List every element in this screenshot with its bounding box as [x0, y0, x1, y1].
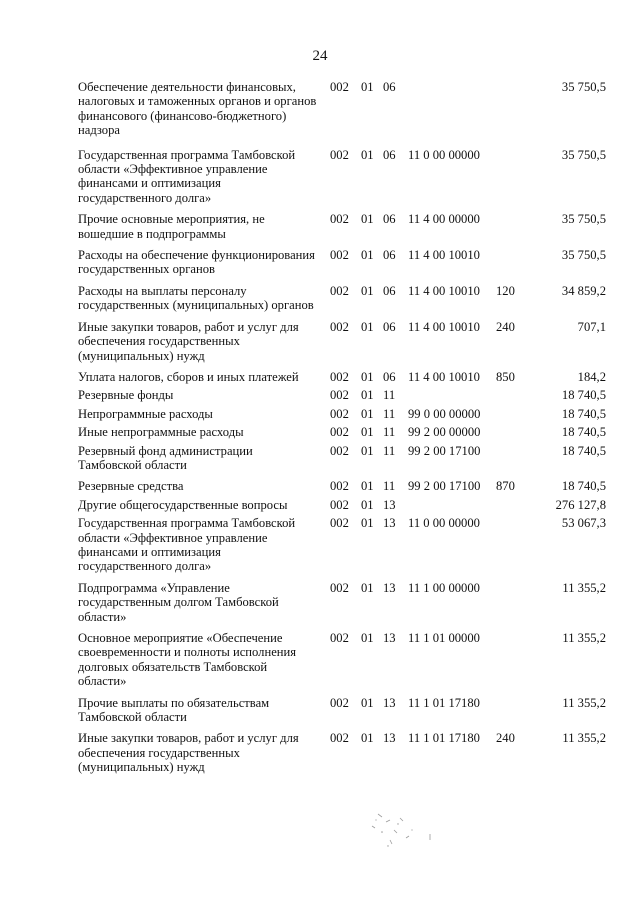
row-name: Непрограммные расходы	[78, 406, 213, 421]
row-csr: 11 1 01 17180	[408, 731, 480, 746]
row-name: Государственная программа Тамбовской области «Эффективное управление финансами и оптимизация государственного долга»	[78, 516, 296, 574]
row-ved: 002	[330, 580, 349, 595]
row-pr: 06	[383, 369, 396, 384]
row-name: Обеспечение деятельности финансовых, налоговых и таможенных органов и органов финансового (финансово-бюджетного) надзора	[78, 80, 317, 138]
row-rz: 01	[361, 248, 374, 263]
row-rz: 01	[361, 369, 374, 384]
row-pr: 06	[383, 80, 396, 94]
table-row	[78, 388, 618, 402]
row-pr: 13	[383, 580, 396, 595]
row-name: Иные непрограммные расходы	[78, 425, 244, 440]
row-pr: 11	[383, 425, 396, 440]
row-sum: 18 740,5	[561, 425, 606, 440]
row-ved: 002	[330, 425, 349, 440]
page-number: 24	[312, 48, 328, 64]
table-row	[78, 284, 618, 313]
row-ved: 002	[330, 319, 349, 334]
row-csr: 11 1 01 00000	[408, 631, 480, 645]
row-sum: 18 740,5	[561, 479, 606, 494]
row-ved: 002	[330, 248, 349, 263]
row-ved: 002	[330, 147, 349, 162]
row-rz: 01	[361, 695, 374, 710]
table-row	[78, 444, 618, 473]
row-sum: 34 859,2	[561, 283, 606, 298]
row-sum: 18 740,5	[561, 406, 606, 421]
row-name: Иные закупки товаров, работ и услуг для обеспечения государственных (муниципальных) нужд	[78, 319, 299, 363]
row-vr: 870	[496, 479, 515, 494]
row-sum: 35 750,5	[561, 248, 606, 263]
row-sum: 35 750,5	[561, 147, 606, 162]
row-pr: 11	[383, 443, 396, 458]
row-vr: 240	[496, 731, 515, 746]
row-csr: 11 4 00 10010	[408, 319, 480, 334]
row-csr: 99 0 00 00000	[408, 406, 481, 421]
row-csr: 11 4 00 00000	[408, 212, 480, 227]
table-row	[78, 320, 618, 363]
row-pr: 13	[383, 516, 396, 531]
row-ved: 002	[330, 283, 349, 298]
row-name: Основное мероприятие «Обеспечение своевременности и полноты исполнения долговых обязательств Тамбовской области»	[78, 631, 297, 689]
row-csr: 11 4 00 10010	[408, 369, 480, 384]
row-csr: 11 4 00 10010	[408, 248, 480, 263]
table-row	[78, 425, 618, 439]
table-row	[78, 516, 618, 574]
table-row	[78, 631, 618, 689]
row-name: Другие общегосударственные вопросы	[78, 497, 288, 512]
row-rz: 01	[361, 425, 374, 440]
row-vr: 240	[496, 319, 515, 334]
row-name: Уплата налогов, сборов и иных платежей	[78, 369, 299, 384]
row-rz: 01	[361, 147, 374, 162]
row-rz: 01	[361, 80, 374, 94]
row-name: Подпрограмма «Управление государственным долгом Тамбовской области»	[78, 580, 279, 624]
row-rz: 01	[361, 319, 374, 334]
row-ved: 002	[330, 80, 349, 94]
row-pr: 11	[383, 479, 396, 494]
row-sum: 18 740,5	[561, 443, 606, 458]
row-pr: 06	[383, 212, 396, 227]
scan-noise-marks	[360, 800, 450, 860]
row-csr: 11 0 00 00000	[408, 147, 480, 162]
row-sum: 53 067,3	[561, 516, 606, 531]
row-pr: 11	[383, 388, 396, 403]
table-row	[78, 370, 618, 384]
row-pr: 13	[383, 695, 396, 710]
row-pr: 06	[383, 248, 396, 263]
row-name: Резервные средства	[78, 479, 184, 494]
row-csr: 11 4 00 10010	[408, 283, 480, 298]
table-row	[78, 731, 618, 774]
row-csr: 99 2 00 00000	[408, 425, 481, 440]
table-row	[78, 581, 618, 624]
row-ved: 002	[330, 443, 349, 458]
row-pr: 13	[383, 731, 396, 746]
row-ved: 002	[330, 212, 349, 227]
row-pr: 06	[383, 147, 396, 162]
row-ved: 002	[330, 406, 349, 421]
row-sum: 11 355,2	[562, 580, 606, 595]
row-name: Резервный фонд администрации Тамбовской области	[78, 443, 253, 472]
row-name: Резервные фонды	[78, 388, 174, 403]
row-name: Расходы на выплаты персоналу государственных (муниципальных) органов	[78, 283, 314, 313]
row-name: Иные закупки товаров, работ и услуг для обеспечения государственных (муниципальных) нужд	[78, 731, 299, 775]
table-row	[78, 498, 618, 512]
row-sum: 35 750,5	[561, 80, 606, 94]
row-pr: 11	[383, 406, 396, 421]
row-pr: 06	[383, 283, 396, 298]
table-row	[78, 212, 618, 241]
row-name: Государственная программа Тамбовской области «Эффективное управление финансами и оптимизация государственного долга»	[78, 147, 296, 205]
table-row	[78, 696, 618, 725]
row-rz: 01	[361, 731, 374, 746]
table-row	[78, 248, 618, 277]
row-csr: 11 1 01 17180	[408, 695, 480, 710]
row-rz: 01	[361, 631, 374, 645]
table-row	[78, 80, 618, 138]
table-row	[78, 479, 618, 493]
row-rz: 01	[361, 283, 374, 298]
row-ved: 002	[330, 731, 349, 746]
row-sum: 35 750,5	[561, 212, 606, 227]
row-sum: 276 127,8	[555, 497, 606, 512]
row-csr: 99 2 00 17100	[408, 443, 481, 458]
row-ved: 002	[330, 369, 349, 384]
row-pr: 13	[383, 631, 396, 645]
row-name: Расходы на обеспечение функционирования государственных органов	[78, 248, 315, 277]
row-rz: 01	[361, 580, 374, 595]
row-rz: 01	[361, 443, 374, 458]
row-sum: 11 355,2	[562, 631, 606, 645]
row-ved: 002	[330, 695, 349, 710]
row-ved: 002	[330, 516, 349, 531]
row-vr: 850	[496, 369, 515, 384]
row-csr: 99 2 00 17100	[408, 479, 481, 494]
row-rz: 01	[361, 479, 374, 494]
table-row	[78, 407, 618, 421]
row-rz: 01	[361, 388, 374, 403]
row-sum: 11 355,2	[562, 731, 606, 746]
row-vr: 120	[496, 283, 515, 298]
row-pr: 06	[383, 319, 396, 334]
budget-table	[78, 80, 618, 775]
row-csr: 11 1 00 00000	[408, 580, 480, 595]
row-name: Прочие выплаты по обязательствам Тамбовской области	[78, 695, 270, 725]
row-rz: 01	[361, 516, 374, 531]
row-sum: 11 355,2	[562, 695, 606, 710]
row-csr: 11 0 00 00000	[408, 516, 480, 531]
row-pr: 13	[383, 497, 396, 512]
row-name: Прочие основные мероприятия, не вошедшие в подпрограммы	[78, 212, 265, 241]
row-ved: 002	[330, 497, 349, 512]
row-rz: 01	[361, 497, 374, 512]
row-sum: 707,1	[577, 319, 606, 334]
row-sum: 184,2	[577, 369, 606, 384]
table-row	[78, 148, 618, 206]
row-ved: 002	[330, 631, 349, 645]
row-sum: 18 740,5	[561, 388, 606, 403]
row-rz: 01	[361, 212, 374, 227]
row-rz: 01	[361, 406, 374, 421]
row-ved: 002	[330, 479, 349, 494]
row-ved: 002	[330, 388, 349, 403]
